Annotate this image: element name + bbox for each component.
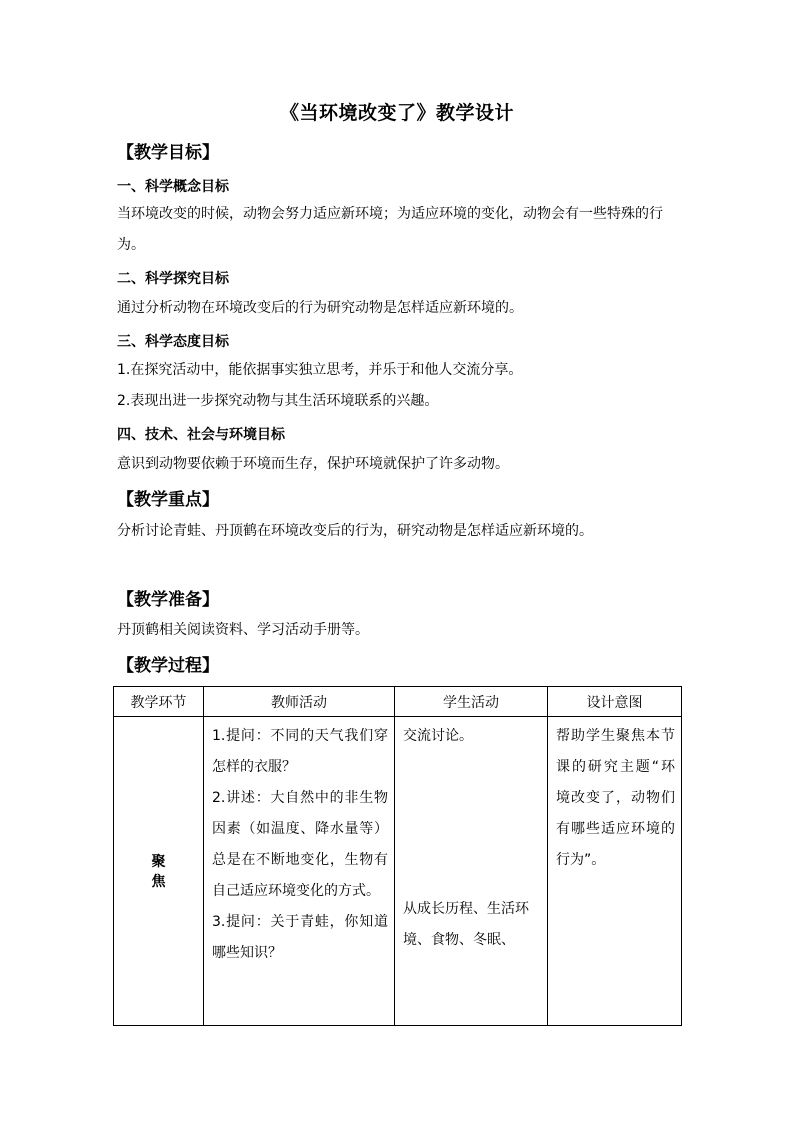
preparation-text: 丹顶鹤相关阅读资料、学习活动手册等。: [117, 622, 369, 638]
column-header-student: 学生活动: [395, 687, 548, 717]
page-title: 《当环境改变了》教学设计: [279, 102, 514, 124]
column-header-intent: 设计意图: [548, 687, 682, 717]
table-row: [114, 717, 682, 1026]
teaching-process-table: [113, 686, 682, 1026]
key-points-heading: 【教学重点】: [117, 490, 219, 510]
key-points-text: 分析讨论青蛙、丹顶鹤在环境改变后的行为，研究动物是怎样适应新环境的。: [117, 523, 593, 539]
teacher-activity-cell: [204, 717, 395, 1026]
table-header-row: [114, 687, 682, 717]
attitude-objective-line-1: 1.在探究活动中，能依据事实独立思考，并乐于和他人交流分享。: [117, 362, 523, 378]
teacher-activity-3: 3.提问：关于青蛙，你知道哪些知识？: [212, 914, 388, 961]
preparation-heading: 【教学准备】: [117, 590, 219, 610]
concept-objective-text: 当环境改变的时候，动物会努力适应新环境；为适应环境的变化，动物会有一些特殊的行为。: [117, 206, 663, 253]
teacher-activity-1: 1.提问：不同的天气我们穿怎样的衣服？: [212, 728, 388, 775]
column-header-stage: 教学环节: [114, 687, 204, 717]
student-activity-1: 交流讨论。: [403, 728, 473, 744]
tse-objective-text: 意识到动物要依赖于环境而生存，保护环境就保护了许多动物。: [117, 456, 509, 472]
objectives-heading: 【教学目标】: [117, 143, 219, 163]
column-header-teacher: 教师活动: [204, 687, 395, 717]
design-intent-cell: [548, 717, 682, 1026]
stage-cell: 聚焦: [114, 717, 204, 1026]
concept-objective-heading: 一、科学概念目标: [117, 179, 229, 195]
attitude-objective-line-2: 2.表现出进一步探究动物与其生活环境联系的兴趣。: [117, 393, 439, 409]
process-heading: 【教学过程】: [117, 656, 219, 676]
design-intent-text: 帮助学生聚焦本节课的研究主题“环境改变了，动物们有哪些适应环境的行为”。: [556, 728, 675, 868]
inquiry-objective-text: 通过分析动物在环境改变后的行为研究动物是怎样适应新环境的。: [117, 300, 523, 316]
attitude-objective-heading: 三、科学态度目标: [117, 334, 229, 350]
student-activity-cell: [395, 717, 548, 1026]
inquiry-objective-heading: 二、科学探究目标: [117, 271, 229, 287]
student-activity-2: 从成长历程、生活环境、食物、冬眠、: [403, 901, 529, 948]
tse-objective-heading: 四、技术、社会与环境目标: [117, 427, 285, 443]
teacher-activity-2: 2.讲述：大自然中的非生物因素（如温度、降水量等）总是在不断地变化，生物有自己适应环境变化的方式。: [212, 790, 388, 899]
